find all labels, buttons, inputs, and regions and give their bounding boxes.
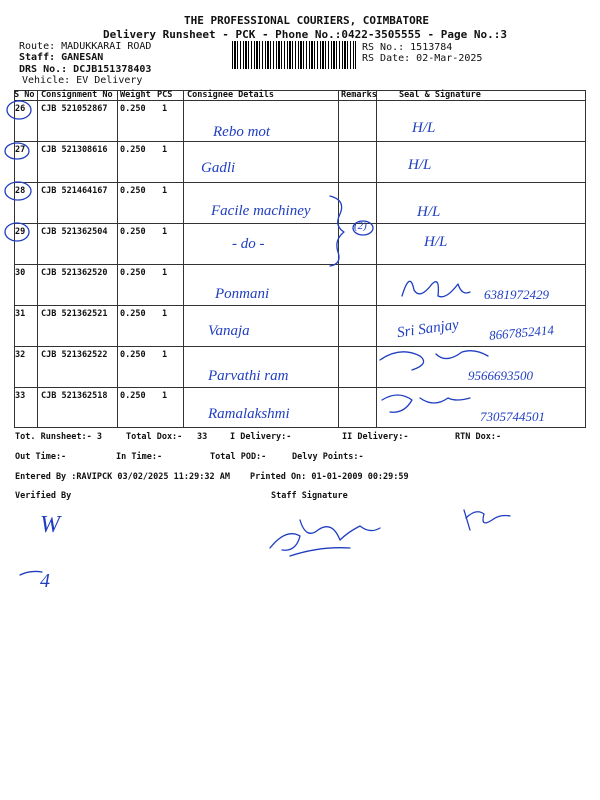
verified-mark: W <box>40 512 60 538</box>
total-pod: Total POD:- <box>210 452 267 462</box>
row-consignment-no: CJB 521362518 <box>41 391 108 401</box>
total-dox-label: Total Dox:- <box>126 432 183 442</box>
row-weight: 0.250 <box>120 350 146 360</box>
row-consignee: Vanaja <box>208 323 250 339</box>
row-consignee: Gadli <box>201 160 236 176</box>
col-header-pcs: PCS <box>157 90 173 100</box>
i-delivery: I Delivery:- <box>230 432 292 442</box>
runsheet-subtitle: Delivery Runsheet - PCK - Phone No.:0422-3505555 - Page No.:3 <box>103 28 507 41</box>
row-pcs: 1 <box>162 186 168 196</box>
row-consignee: Ramalakshmi <box>208 406 290 422</box>
col-header-sno: S No <box>14 90 35 100</box>
rs-date: RS Date: 02-Mar-2025 <box>362 53 483 64</box>
total-dox-value: 33 <box>197 432 208 442</box>
verified-by-label: Verified By <box>15 491 72 501</box>
row-consignment-no: CJB 521362521 <box>41 309 108 319</box>
bottom-mark: 4 <box>40 570 50 592</box>
row-pcs: 1 <box>162 309 168 319</box>
row-pcs: 1 <box>162 227 168 237</box>
row-sno: 32 <box>15 350 26 360</box>
col-header-consignment: Consignment No <box>41 90 113 100</box>
row-sno: 28 <box>15 186 26 196</box>
row-sno: 26 <box>15 104 26 114</box>
row-consignee: Rebo mot <box>213 124 271 140</box>
row-seal: H/L <box>424 234 448 250</box>
row-weight: 0.250 <box>120 268 146 278</box>
row-weight: 0.250 <box>120 145 146 155</box>
out-time: Out Time:- <box>15 452 67 462</box>
row-consignment-no: CJB 521308616 <box>41 145 108 155</box>
row-sno: 31 <box>15 309 26 319</box>
row-consignee: Parvathi ram <box>208 368 289 384</box>
drs-number: DRS No.: DCJB151378403 <box>19 64 152 75</box>
row-consignment-no: CJB 521362520 <box>41 268 108 278</box>
initials-scribble <box>464 510 510 530</box>
entered-by: Entered By :RAVIPCK 03/02/2025 11:29:32 AM <box>15 472 230 482</box>
row-consignment-no: CJB 521362504 <box>41 227 108 237</box>
bracket-note: (2) <box>354 220 367 232</box>
col-header-weight: Weight <box>120 90 151 100</box>
col-header-seal: Seal & Signature <box>399 90 481 100</box>
ii-delivery: II Delivery:- <box>342 432 409 442</box>
rs-number: RS No.: 1513784 <box>362 42 453 53</box>
row-phone: 9566693500 <box>468 368 533 383</box>
row-sno: 27 <box>15 145 26 155</box>
row-consignment-no: CJB 521052867 <box>41 104 108 114</box>
row-sno: 30 <box>15 268 26 278</box>
vehicle-label: Vehicle: EV Delivery <box>22 75 143 86</box>
row-pcs: 1 <box>162 145 168 155</box>
staff-signature-scribble <box>270 520 380 556</box>
row-weight: 0.250 <box>120 309 146 319</box>
col-header-remarks: Remarks <box>341 90 377 100</box>
delvy-points: Delvy Points:- <box>292 452 364 462</box>
in-time: In Time:- <box>116 452 163 462</box>
staff-label: Staff: GANESAN <box>19 52 104 63</box>
printed-on: Printed On: 01-01-2009 00:29:59 <box>250 472 409 482</box>
route-label: Route: MADUKKARAI ROAD <box>19 41 152 52</box>
staff-signature-label: Staff Signature <box>271 491 348 501</box>
tot-runsheet: Tot. Runsheet:- 3 <box>15 432 102 442</box>
row-consignee: - do - <box>232 236 265 252</box>
row-seal: H/L <box>417 204 441 220</box>
row-weight: 0.250 <box>120 391 146 401</box>
row-weight: 0.250 <box>120 186 146 196</box>
row-phone: 7305744501 <box>480 409 545 424</box>
row-pcs: 1 <box>162 104 168 114</box>
company-title: THE PROFESSIONAL COURIERS, COIMBATORE <box>184 14 430 27</box>
row-pcs: 1 <box>162 268 168 278</box>
row-phone: 6381972429 <box>484 287 549 302</box>
row-pcs: 1 <box>162 391 168 401</box>
bottom-mark-stroke <box>20 571 42 575</box>
row-weight: 0.250 <box>120 104 146 114</box>
row-phone: 8667852414 <box>488 322 555 343</box>
row-seal: H/L <box>408 157 432 173</box>
row-consignment-no: CJB 521362522 <box>41 350 108 360</box>
rtn-dox: RTN Dox:- <box>455 432 502 442</box>
row-weight: 0.250 <box>120 227 146 237</box>
row-seal: Sri Sanjay <box>396 316 460 342</box>
row-consignee: Ponmani <box>215 286 270 302</box>
row-sno: 29 <box>15 227 26 237</box>
row-pcs: 1 <box>162 350 168 360</box>
row-sno: 33 <box>15 391 26 401</box>
row-consignee: Facile machiney <box>211 203 311 219</box>
row-seal: H/L <box>412 120 436 136</box>
col-header-consignee: Consignee Details <box>187 90 274 100</box>
row-consignment-no: CJB 521464167 <box>41 186 108 196</box>
